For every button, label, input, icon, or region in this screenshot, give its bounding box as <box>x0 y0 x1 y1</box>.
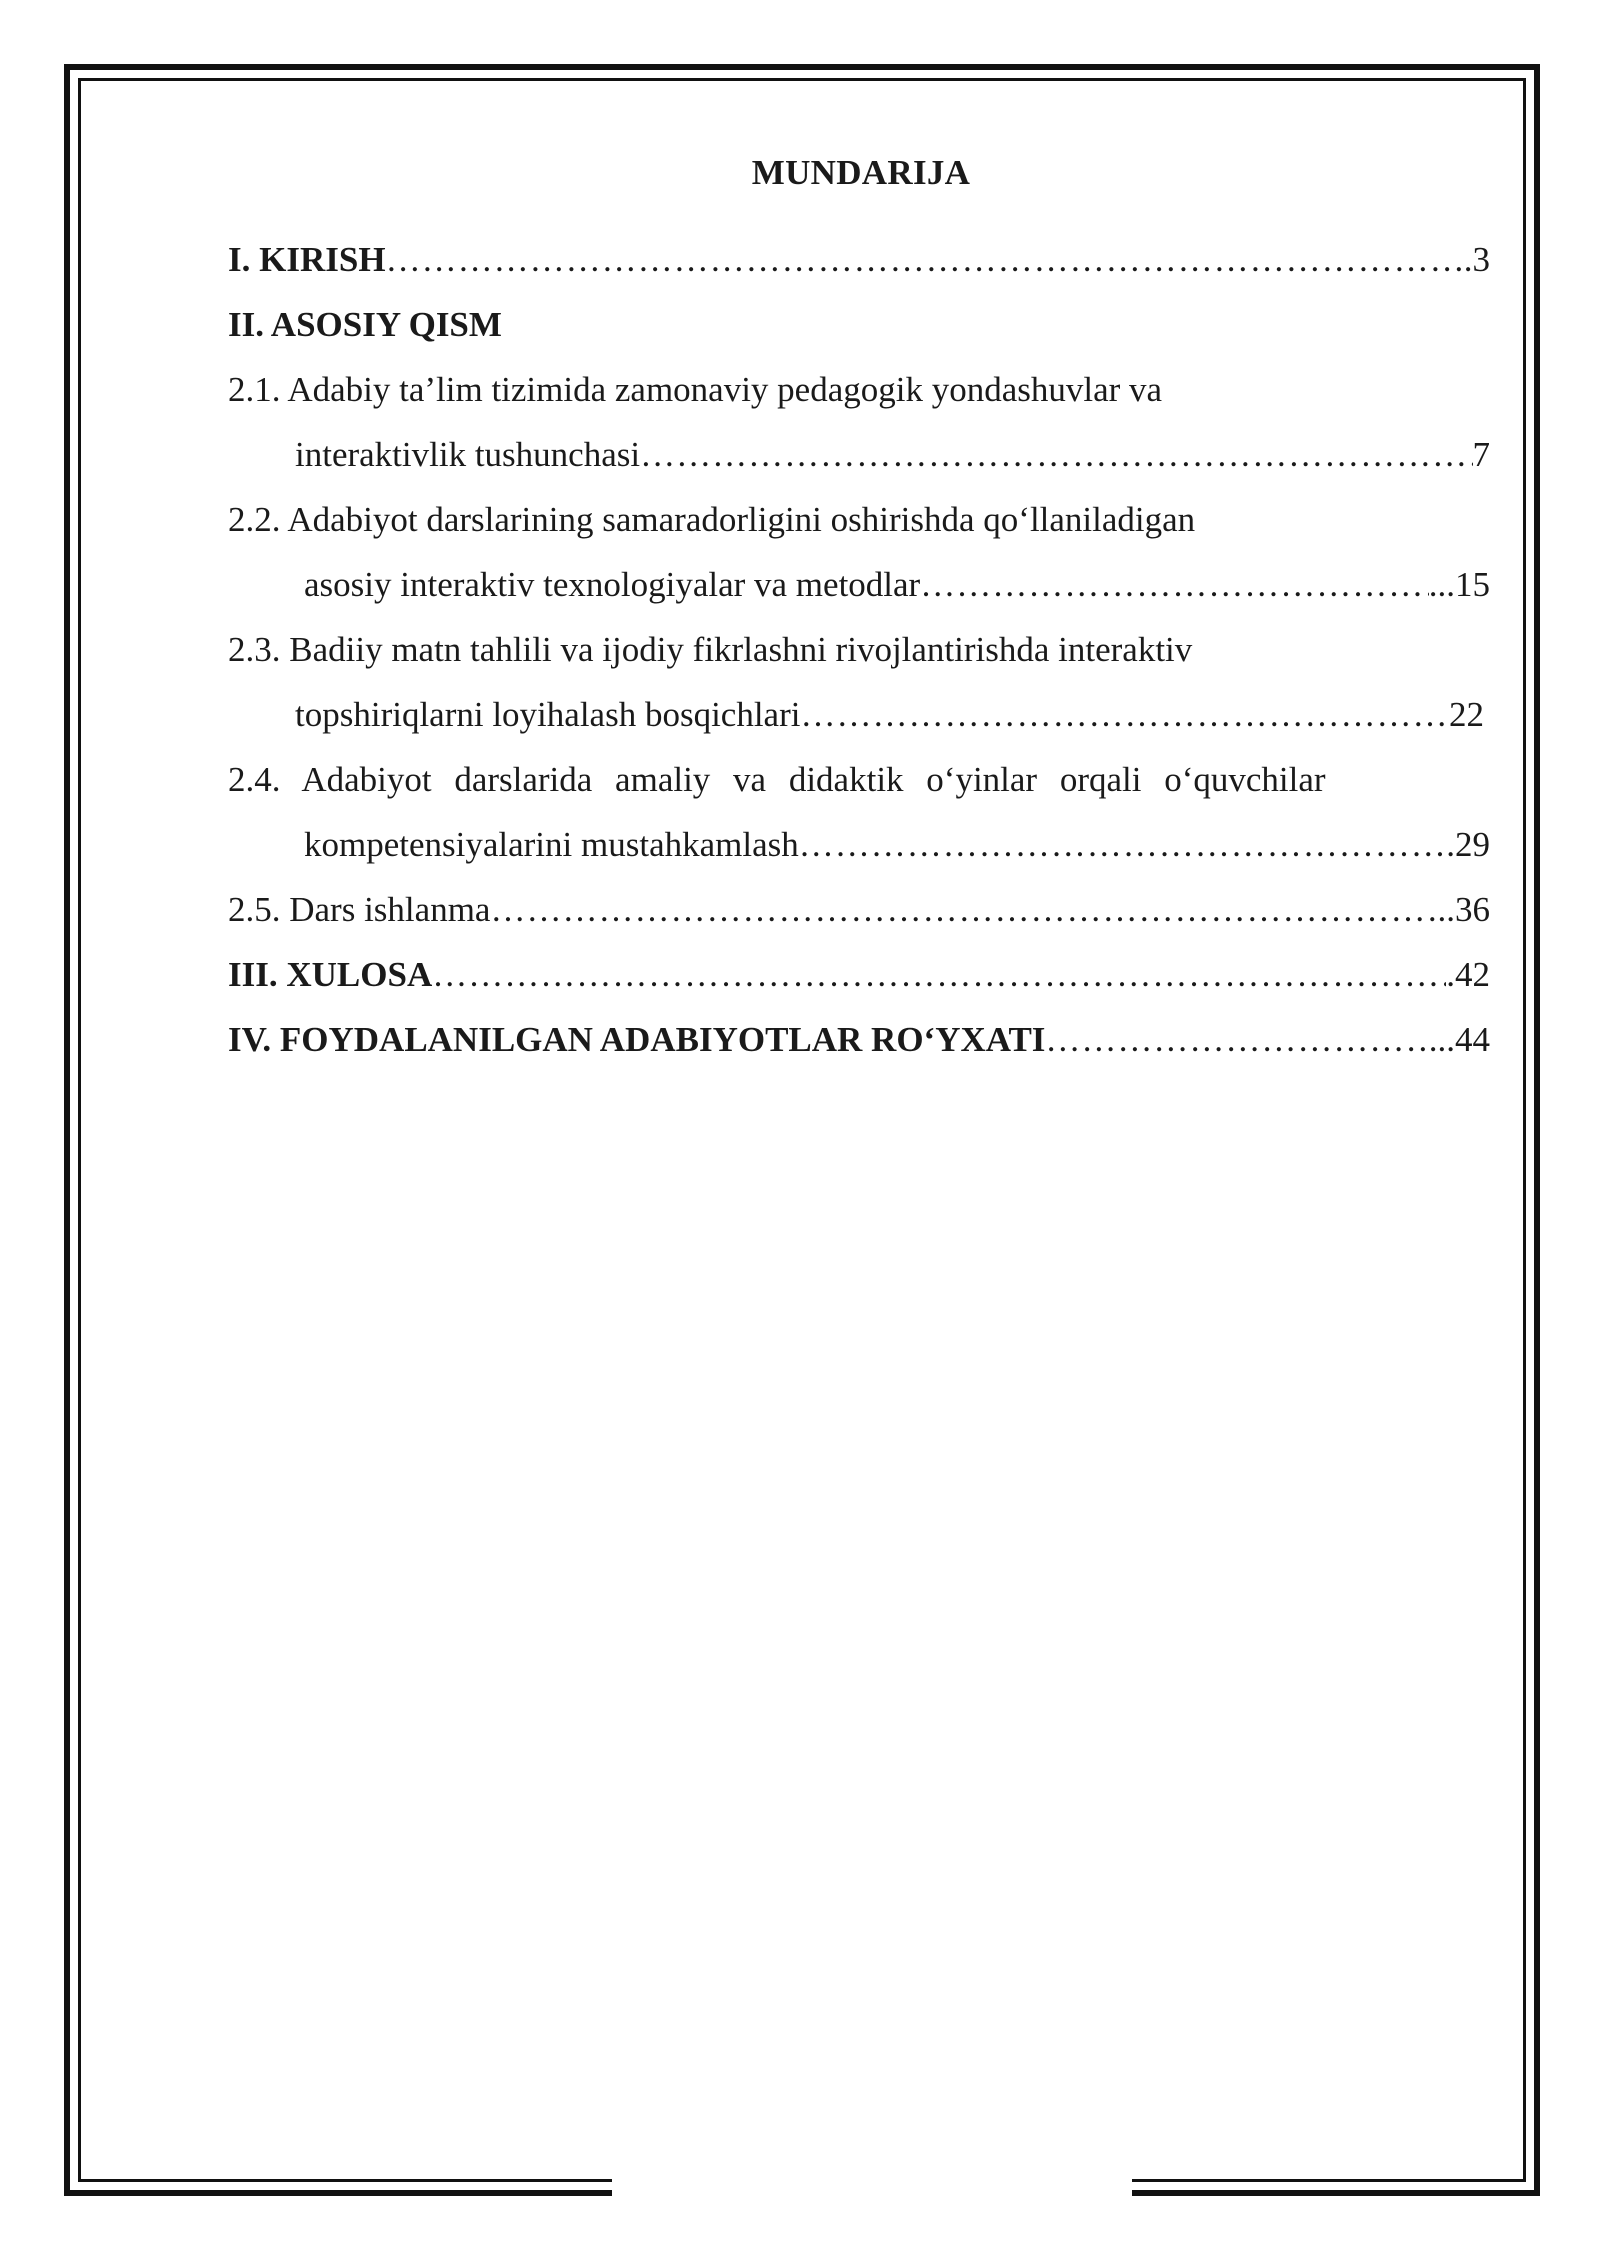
toc-entry-2-1-line2 <box>228 430 1490 495</box>
toc-entry-label: 2.2. Adabiyot darslarining samaradorligini oshirishda qo‘llaniladigan <box>228 500 1196 539</box>
toc-entry-label: III. XULOSA <box>228 955 433 994</box>
toc-leader-dots <box>640 430 1472 480</box>
toc-entry-2-1-line1 <box>228 365 1490 430</box>
toc-entry-page: 7 <box>1472 435 1490 474</box>
toc-entry-label: kompetensiyalarini mustahkamlash <box>304 825 799 864</box>
toc-entry-2-3-line2 <box>228 690 1490 755</box>
toc-entry-label: asosiy interaktiv texnologiyalar va metodlar <box>304 565 921 604</box>
toc-entry-page: 22 <box>1449 695 1484 734</box>
toc-entry-label: 2.5. Dars ishlanma <box>228 890 491 929</box>
toc-entry-page: ..36 <box>1437 890 1490 929</box>
toc-leader-dots <box>799 820 1446 870</box>
toc-leader-dots <box>490 885 1437 935</box>
toc-entry-page: .29 <box>1446 825 1490 864</box>
border-gap <box>612 2170 1132 2210</box>
toc-entry-page: ...15 <box>1428 565 1490 604</box>
toc-leader-dots <box>920 560 1429 610</box>
toc-leader-dots <box>800 690 1449 740</box>
toc-entry-label: interaktivlik tushunchasi <box>295 435 641 474</box>
toc-entry-page: ...44 <box>1428 1020 1490 1059</box>
toc-entry-label: 2.4. Adabiyot darslarida amaliy va didaktik o‘yinlar orqali o‘quvchilar <box>228 760 1326 799</box>
toc-entry-2-2-line2 <box>228 560 1490 625</box>
toc-entry-2-3-line1 <box>228 625 1490 690</box>
table-of-contents <box>228 235 1490 1080</box>
toc-entry-page: .3 <box>1463 240 1490 279</box>
toc-entry-label: topshiriqlarni loyihalash bosqichlari <box>295 695 801 734</box>
toc-entry-xulosa <box>228 950 1490 1015</box>
toc-entry-foydalanilgan-adabiyotlar <box>228 1015 1490 1080</box>
toc-entry-label: I. KIRISH <box>228 240 386 279</box>
toc-title: MUNDARIJA <box>751 153 971 192</box>
toc-leader-dots <box>1045 1015 1428 1065</box>
toc-entry-label: 2.1. Adabiy ta’lim tizimida zamonaviy pedagogik yondashuvlar va <box>228 370 1163 409</box>
toc-leader-dots <box>432 950 1446 1000</box>
toc-entry-2-2-line1 <box>228 495 1490 560</box>
toc-entry-2-4-line2 <box>228 820 1490 885</box>
toc-entry-page: .42 <box>1446 955 1490 994</box>
toc-leader-dots <box>386 235 1464 285</box>
toc-entry-label: 2.3. Badiiy matn tahlili va ijodiy fikrlashni rivojlantirishda interaktiv <box>228 630 1193 669</box>
toc-entry-2-5 <box>228 885 1490 950</box>
toc-entry-label: IV. FOYDALANILGAN ADABIYOTLAR RO‘YXATI <box>228 1020 1046 1059</box>
toc-entry-kirish <box>228 235 1490 300</box>
toc-entry-label: II. ASOSIY QISM <box>228 305 502 344</box>
toc-entry-asosiy-qism <box>228 300 1490 365</box>
toc-entry-2-4-line1 <box>228 755 1490 820</box>
